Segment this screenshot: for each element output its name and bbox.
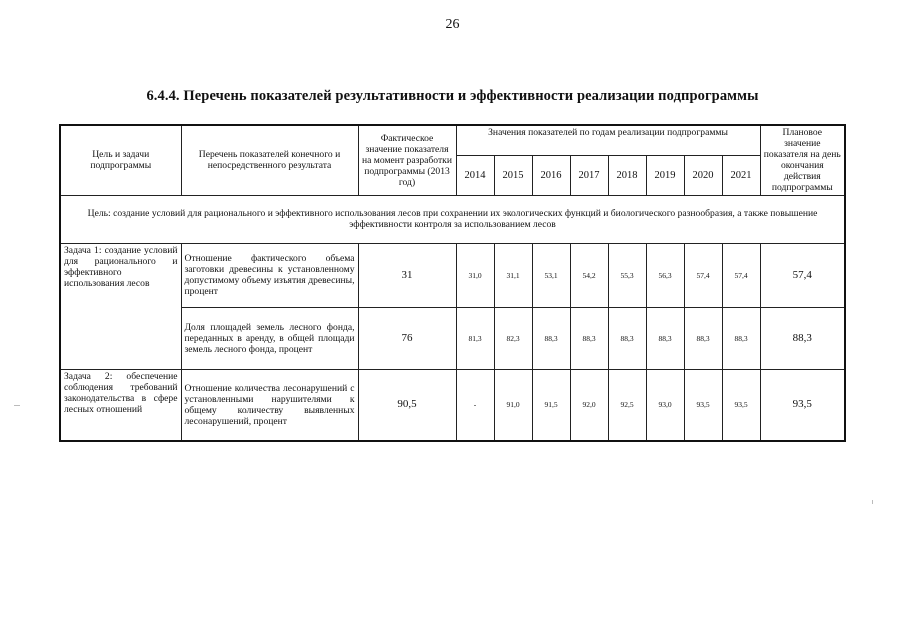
goal-row: Цель: создание условий для рационального и эффективного использования лесов при сохранении их экологических функций и биологического разнообразия, а также повышение эффективности контроля за использованием лесов — [60, 195, 845, 243]
actual-value-cell: 31 — [358, 243, 456, 307]
header-year: 2021 — [722, 155, 760, 195]
scan-mark — [872, 500, 873, 504]
header-year: 2019 — [646, 155, 684, 195]
page-number: 26 — [445, 17, 460, 32]
year-value-cell: 92,5 — [608, 369, 646, 441]
actual-value-cell: 76 — [358, 307, 456, 369]
year-value-cell: 91,5 — [532, 369, 570, 441]
year-value-cell: 55,3 — [608, 243, 646, 307]
indicator-cell: Отношение количества лесонарушений с установленными нарушителями к общему количеству выявленных лесонарушений, процент — [181, 369, 358, 441]
header-years-group: Значения показателей по годам реализации подпрограммы — [456, 125, 760, 155]
section-heading: 6.4.4. Перечень показателей результативности и эффективности реализации подпрограммы — [146, 88, 759, 104]
year-value-cell: 31,1 — [494, 243, 532, 307]
header-year: 2017 — [570, 155, 608, 195]
planned-value-cell: 57,4 — [760, 243, 845, 307]
year-value-cell: 93,5 — [684, 369, 722, 441]
year-value-cell: 88,3 — [722, 307, 760, 369]
table-row — [60, 243, 845, 307]
year-value-cell: 93,5 — [722, 369, 760, 441]
header-year: 2014 — [456, 155, 494, 195]
planned-value-cell: 93,5 — [760, 369, 845, 441]
year-value-cell: 93,0 — [646, 369, 684, 441]
indicators-table — [59, 124, 846, 442]
year-value-cell: - — [456, 369, 494, 441]
header-actual-value: Фактическое значение показателя на момент разработки подпрограммы (2013 год) — [358, 125, 456, 195]
year-value-cell: 57,4 — [722, 243, 760, 307]
year-value-cell: 81,3 — [456, 307, 494, 369]
year-value-cell: 88,3 — [570, 307, 608, 369]
year-value-cell: 91,0 — [494, 369, 532, 441]
header-indicators: Перечень показателей конечного и непосредственного результата — [181, 125, 358, 195]
year-value-cell: 88,3 — [646, 307, 684, 369]
year-value-cell: 57,4 — [684, 243, 722, 307]
year-value-cell: 88,3 — [532, 307, 570, 369]
year-value-cell: 82,3 — [494, 307, 532, 369]
year-value-cell: 54,2 — [570, 243, 608, 307]
table-row — [60, 369, 845, 441]
scan-mark — [14, 405, 20, 406]
header-year: 2016 — [532, 155, 570, 195]
task-cell: Задача 1: создание условий для рационального и эффективного использования лесов — [60, 243, 181, 369]
year-value-cell: 88,3 — [684, 307, 722, 369]
year-value-cell: 88,3 — [608, 307, 646, 369]
indicator-cell: Доля площадей земель лесного фонда, переданных в аренду, в общей площади земель лесного фонда, процент — [181, 307, 358, 369]
indicator-cell: Отношение фактического объема заготовки древесины к установленному допустимому объему изъятия древесины, процент — [181, 243, 358, 307]
actual-value-cell: 90,5 — [358, 369, 456, 441]
year-value-cell: 92,0 — [570, 369, 608, 441]
header-goal-tasks: Цель и задачи подпрограммы — [60, 125, 181, 195]
task-cell: Задача 2: обеспечение соблюдения требований законодательства в сфере лесных отношений — [60, 369, 181, 441]
header-year: 2015 — [494, 155, 532, 195]
header-planned-value: Плановое значение показателя на день окончания действия подпрограммы — [760, 125, 845, 195]
year-value-cell: 56,3 — [646, 243, 684, 307]
planned-value-cell: 88,3 — [760, 307, 845, 369]
header-year: 2020 — [684, 155, 722, 195]
year-value-cell: 31,0 — [456, 243, 494, 307]
year-value-cell: 53,1 — [532, 243, 570, 307]
header-year: 2018 — [608, 155, 646, 195]
